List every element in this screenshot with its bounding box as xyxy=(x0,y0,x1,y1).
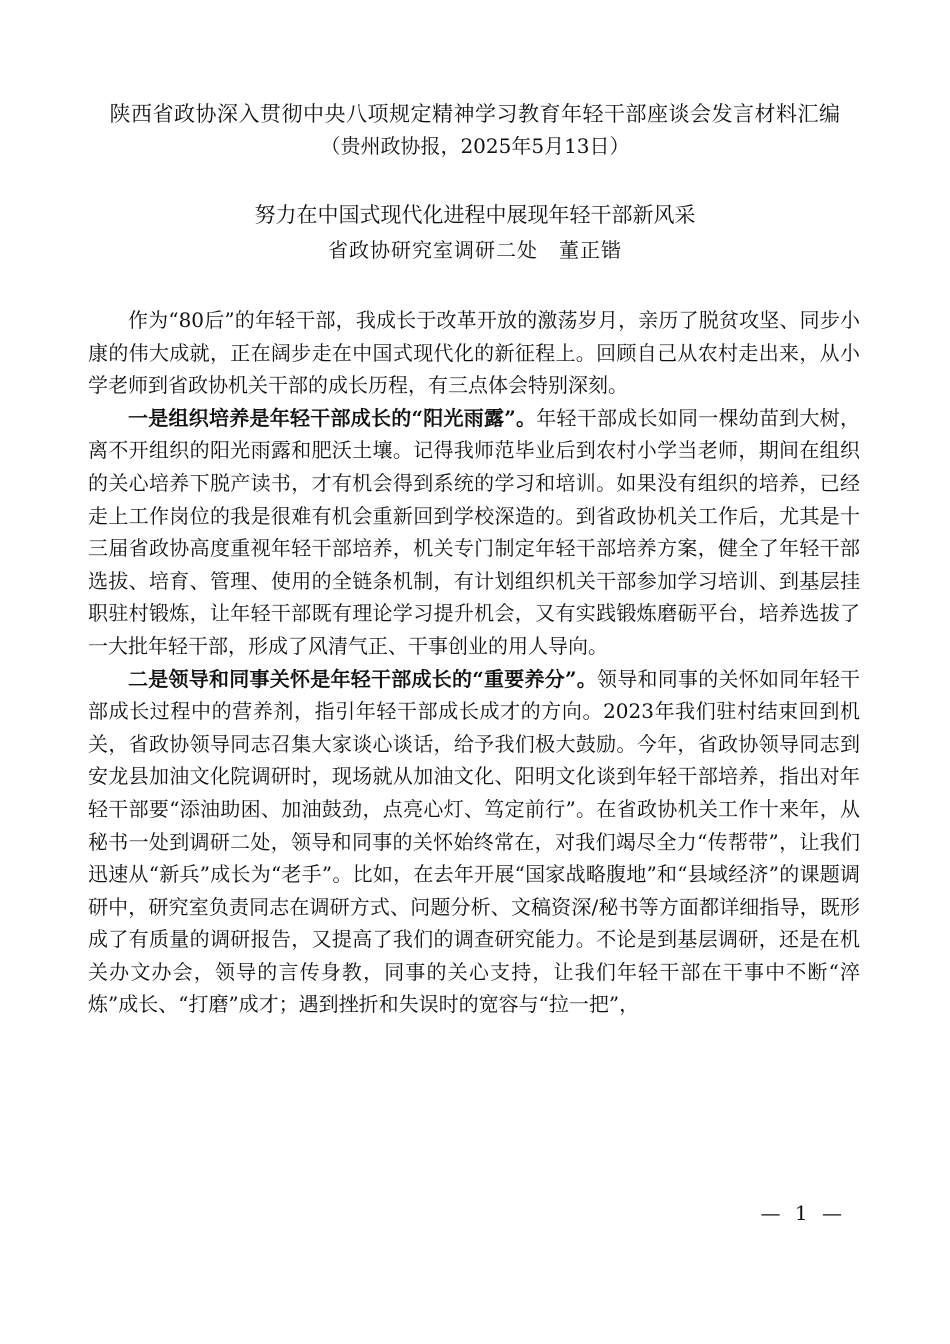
paragraph-intro xyxy=(88,304,860,402)
article-author: 省政协研究室调研二处 董正锴 xyxy=(328,238,622,262)
document-header-title: 陕西省政协深入贯彻中央八项规定精神学习教育年轻干部座谈会发言材料汇编 xyxy=(109,102,841,126)
paragraph-text: 作为“80后”的年轻干部，我成长于改革开放的激荡岁月，亲历了脱贫攻坚、同步小康的伟大成就，正在阔步走在中国式现代化的新征程上。回顾自己从农村走出来，从小学老师到省政协机关干部的成长历程，有三点体会特别深刻。 xyxy=(88,308,860,398)
paragraph-text: 领导和同事的关怀如同年轻干部成长过程中的营养剂，指引年轻干部成长成才的方向。2023年我们驻村结束回到机关，省政协领导同志召集大家谈心谈话，给予我们极大鼓励。今年，省政协领导同志到安龙县加油文化院调研时，现场就从加油文化、阳明文化谈到年轻干部培养，指出对年轻干部要“添油助困、加油鼓劲，点亮心灯、笃定前行”。在省政协机关工作十来年，从秘书一处到调研二处，领导和同事的关怀始终常在，对我们竭尽全力“传帮带”，让我们迅速从“新兵”成长为“老手”。比如，在去年开展“国家战略腹地”和“县域经济”的课题调研中，研究室负责同志在调研方式、问题分析、文稿资深/秘书等方面都详细指导，既形成了有质量的调研报告，又提高了我们的调查研究能力。不论是到基层调研，还是在机关办文办会，领导的言传身教，同事的关心支持，让我们年轻干部在干事中不断“淬炼”成长、“打磨”成才；遇到挫折和失误时的宽容与“拉一把”， xyxy=(88,666,860,1017)
paragraph-text: 年轻干部成长如同一棵幼苗到大树，离不开组织的阳光雨露和肥沃土壤。记得我师范毕业后到农村小学当老师，期间在组织的关心培养下脱产读书，才有机会得到系统的学习和培训。如果没有组织的培养，已经走上工作岗位的我是很难有机会重新回到学校深造的。到省政协机关工作后，尤其是十三届省政协高度重视年轻干部培养，机关专门制定年轻干部培养方案，健全了年轻干部选拔、培育、管理、使用的全链条机制，有计划组织机关干部参加学习培训、到基层挂职驻村锻炼，让年轻干部既有理论学习提升机会，又有实践锻炼磨砺平台，培养选拔了一大批年轻干部，形成了风清气正、干事创业的用人导向。 xyxy=(88,405,860,658)
document-header-subtitle: （贵州政协报，2025年5月13日） xyxy=(320,134,630,158)
paragraph-point-one xyxy=(88,402,860,663)
article-body xyxy=(88,304,860,1021)
paragraph-lead: 一是组织培养是年轻干部成长的“阳光雨露”。 xyxy=(128,405,537,430)
paragraph-point-two xyxy=(88,663,860,1022)
paragraph-lead: 二是领导和同事关怀是年轻干部成长的“重要养分”。 xyxy=(128,666,597,691)
article-title: 努力在中国式现代化进程中展现年轻干部新风采 xyxy=(254,203,696,227)
page-number: — 1 — xyxy=(760,1201,846,1225)
